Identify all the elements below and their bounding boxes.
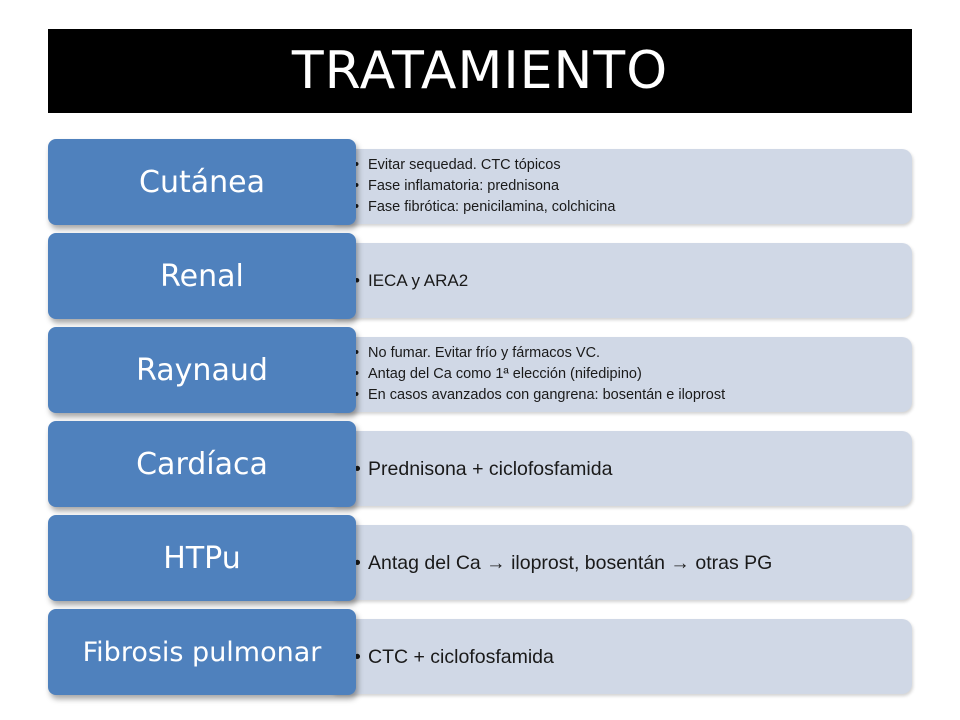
category-label: HTPu — [163, 540, 241, 576]
bullet-list — [328, 457, 612, 481]
bullet-list — [328, 551, 772, 575]
bullet-list — [328, 343, 725, 406]
treatment-row-cardiaca — [0, 421, 960, 515]
category-label: Raynaud — [136, 352, 268, 388]
category-label-box — [48, 515, 356, 601]
bullet-item: • Prednisona + ciclofosfamida — [368, 457, 612, 481]
treatment-row-htpu — [0, 515, 960, 609]
treatment-row-cutanea — [0, 139, 960, 233]
page-title: TRATAMIENTO — [291, 41, 669, 101]
category-label-box — [48, 421, 356, 507]
category-label: Renal — [160, 258, 244, 294]
bullet-item: • Antag del Ca → iloprost, bosentán → otras PG — [368, 551, 772, 575]
treatment-row-raynaud — [0, 327, 960, 421]
treatment-detail-box — [328, 243, 912, 318]
bullet-item: • Antag del Ca como 1ª elección (nifedipino) — [368, 364, 725, 385]
category-label: Cutánea — [139, 164, 265, 200]
treatment-detail-box — [328, 619, 912, 694]
treatment-row-renal — [0, 233, 960, 327]
category-label: Cardíaca — [136, 446, 268, 482]
treatment-detail-box — [328, 337, 912, 412]
category-label-box — [48, 233, 356, 319]
title-bar — [48, 29, 912, 113]
category-label-box — [48, 327, 356, 413]
bullet-item: • Fase fibrótica: penicilamina, colchicina — [368, 197, 615, 218]
category-label: Fibrosis pulmonar — [82, 636, 322, 668]
treatment-row-fibrosis-pulmonar — [0, 609, 960, 703]
bullet-item: • CTC + ciclofosfamida — [368, 645, 554, 669]
bullet-item: • Fase inflamatoria: prednisona — [368, 176, 615, 197]
treatment-detail-box — [328, 525, 912, 600]
bullet-item: • No fumar. Evitar frío y fármacos VC. — [368, 343, 725, 364]
bullet-item: • IECA y ARA2 — [368, 270, 468, 292]
category-label-box — [48, 609, 356, 695]
bullet-list — [328, 645, 554, 669]
category-label-box — [48, 139, 356, 225]
bullet-item: • En casos avanzados con gangrena: bosentán e iloprost — [368, 385, 725, 406]
bullet-item: • Evitar sequedad. CTC tópicos — [368, 155, 615, 176]
treatment-detail-box — [328, 431, 912, 506]
treatment-detail-box — [328, 149, 912, 224]
bullet-list — [328, 155, 615, 218]
